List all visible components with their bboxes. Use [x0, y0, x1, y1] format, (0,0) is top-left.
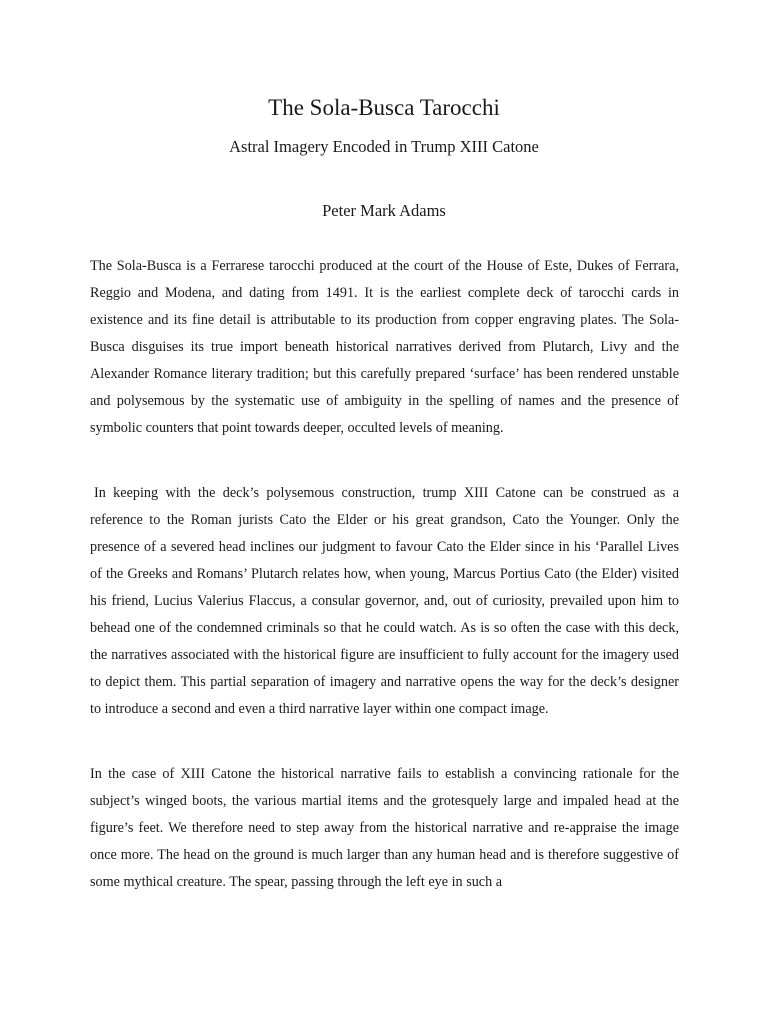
body-paragraph: In keeping with the deck’s polysemous construction, trump XIII Catone can be construed as a reference to the Roman jurists Cato the Elder or his great grandson, Cato the Younger. Only the presence of a severed head inclines our judgment to favour Cato the Elder since in his ‘Parallel Lives of the Greeks and Romans’ Plutarch relates how, when young, Marcus Portius Cato (the Elder) visited his friend, Lucius Valerius Flaccus, a consular governor, and, out of curiosity, prevailed upon him to behead one of the condemned criminals so that he could watch. As is so often the case with this deck, the narratives associated with the historical figure are insufficient to fully account for the imagery used to depict them. This partial separation of imagery and narrative opens the way for the deck’s designer to introduce a second and even a third narrative layer within one compact image.	[90, 485, 679, 717]
document-subtitle: Astral Imagery Encoded in Trump XIII Catone	[229, 137, 539, 156]
document-title: The Sola-Busca Tarocchi	[268, 95, 500, 120]
body-paragraph: The Sola-Busca is a Ferrarese tarocchi produced at the court of the House of Este, Dukes of Ferrara, Reggio and Modena, and dating from 1491. It is the earliest complete deck of tarocchi cards in existence and its fine detail is attributable to its production from copper engraving plates. The Sola-Busca disguises its true import beneath historical narratives derived from Plutarch, Livy and the Alexander Romance literary tradition; but this carefully prepared ‘surface’ has been rendered unstable and polysemous by the systematic use of ambiguity in the spelling of names and the presence of symbolic counters that point towards deeper, occulted levels of meaning.	[90, 258, 679, 436]
author-name: Peter Mark Adams	[322, 201, 446, 220]
body-paragraph: In the case of XIII Catone the historical narrative fails to establish a convincing rationale for the subject’s winged boots, the various martial items and the grotesquely large and impaled head at the figure’s feet. We therefore need to step away from the historical narrative and re-appraise the image once more. The head on the ground is much larger than any human head and is therefore suggestive of some mythical creature. The spear, passing through the left eye in such a	[90, 766, 679, 890]
